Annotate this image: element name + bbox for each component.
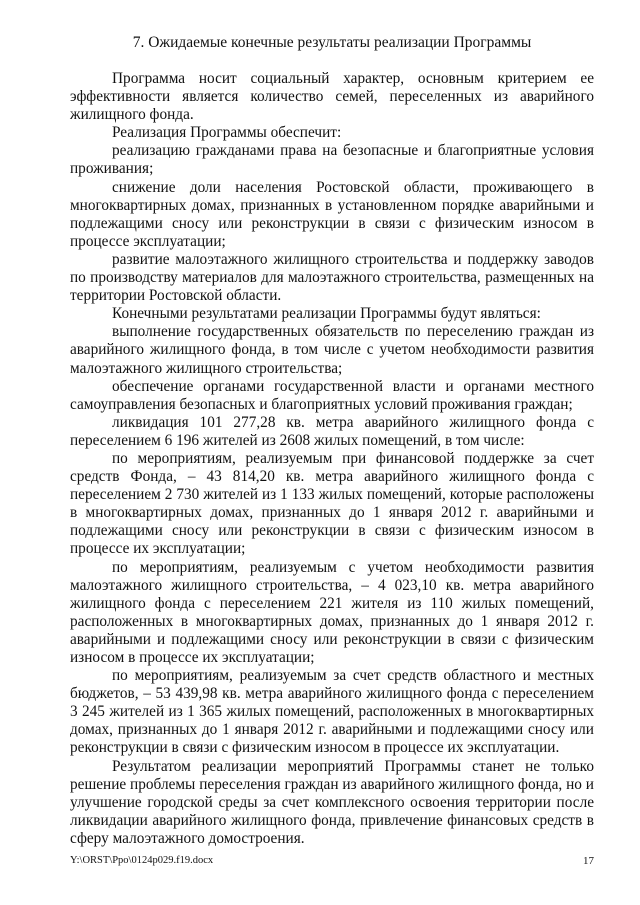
paragraph: снижение доли населения Ростовской области, проживающего в многоквартирных домах, признанных в установленном порядке аварийными и подлежащими сносу или реконструкции в связи с физическим износом в процессе эксплуатации;: [70, 178, 594, 250]
paragraph: Результатом реализации мероприятий Программы станет не только решение проблемы переселения граждан из аварийного жилищного фонда, но и улучшение городской среды за счет комплексного освоения территории после ликвидации аварийного жилищного фонда, привлечение финансовых средств в сферу малоэтажного домостроения.: [70, 757, 594, 847]
paragraph: по мероприятиям, реализуемым при финансовой поддержке за счет средств Фонда, – 43 814,20 кв. метра аварийного жилищного фонда с переселением 2 730 жителей из 1 133 жилых помещений, которые расположены в многоквартирных домах, признанных до 1 января 2012 г. аварийными и подлежащими сносу или реконструкции в связи с физическим износом в процессе их эксплуатации;: [70, 449, 594, 558]
paragraph: ликвидация 101 277,28 кв. метра аварийного жилищного фонда с переселением 6 196 жителей из 2608 жилых помещений, в том числе:: [70, 413, 594, 449]
paragraph: выполнение государственных обязательств по переселению граждан из аварийного жилищного фонда, в том числе с учетом необходимости развития малоэтажного жилищного строительства;: [70, 323, 594, 377]
section-title: 7. Ожидаемые конечные результаты реализации Программы: [132, 34, 532, 51]
paragraph: Конечными результатами реализации Программы будут являться:: [112, 305, 541, 323]
paragraph: по мероприятиям, реализуемым с учетом необходимости развития малоэтажного жилищного строительства, – 4 023,10 кв. метра аварийного жилищного фонда с переселением 221 жителя из 110 жилых помещений, расположенных в многоквартирных домах, признанных до 1 января 2012 г. аварийными и подлежащими сносу или реконструкции в связи с физическим износом в процессе их эксплуатации;: [70, 558, 594, 666]
paragraph: Реализация Программы обеспечит:: [112, 124, 342, 142]
page-number: 17: [583, 855, 594, 867]
paragraph: развитие малоэтажного жилищного строительства и поддержку заводов по производству материалов для малоэтажного строительства, размещенных на территории Ростовской области.: [70, 250, 594, 305]
footer-file-path: Y:\ORST\Ppo\0124p029.f19.docx: [70, 855, 214, 866]
paragraph: реализацию гражданами права на безопасные и благоприятные условия проживания;: [70, 142, 594, 178]
document-body: [70, 70, 594, 848]
paragraph: Программа носит социальный характер, основным критерием ее эффективности является количество семей, переселенных из аварийного жилищного фонда.: [70, 70, 594, 124]
paragraph: обеспечение органами государственной власти и органами местного самоуправления безопасных и благоприятных условий проживания граждан;: [70, 377, 594, 413]
paragraph: по мероприятиям, реализуемым за счет средств областного и местных бюджетов, – 53 439,98 кв. метра аварийного жилищного фонда с переселением 3 245 жителей из 1 365 жилых помещений, расположенных в многоквартирных домах, признанных до 1 января 2012 г. аварийными и подлежащими сносу или реконструкции в связи с физическим износом в процессе их эксплуатации.: [70, 667, 594, 757]
